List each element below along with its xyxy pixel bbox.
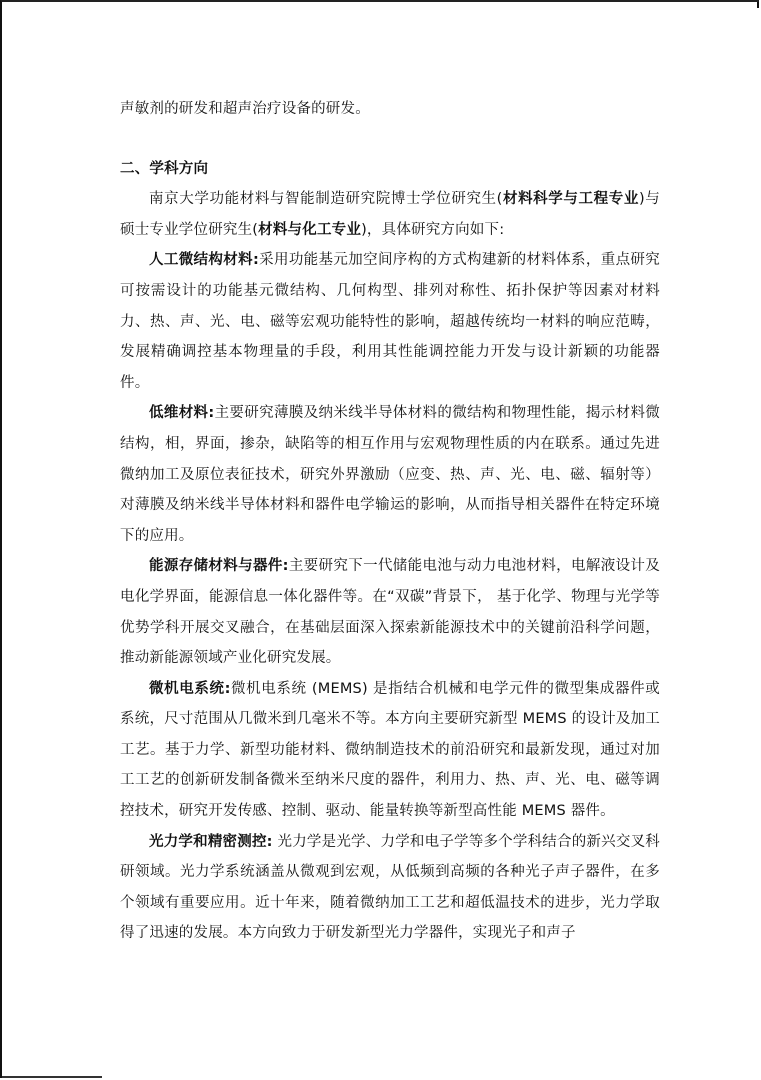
direction-paragraph bbox=[120, 827, 660, 949]
overview-text-3: )，具体研究方向如下: bbox=[361, 221, 505, 238]
direction-paragraph bbox=[120, 398, 660, 551]
direction-text: 主要研究薄膜及纳米线半导体材料的微结构和物理性能，揭示材料微结构，相，界面，掺杂，缺陷等的相互作用与宏观物理性质的内在联系。通过先进微纳加工及原位表征技术，研究外界激励（应变、热、声、光、电、磁、辐射等）对薄膜及纳米线半导体材料和器件电学输运的影响，从而指导相关器件在特定环境下的应用。 bbox=[120, 405, 660, 544]
direction-paragraph bbox=[120, 245, 660, 398]
overview-paragraph bbox=[120, 184, 660, 245]
direction-title: 微机电系统: bbox=[149, 680, 231, 697]
direction-text: 采用功能基元加空间序构的方式构建新的材料体系，重点研究可按需设计的功能基元微结构、几何构型、排列对称性、拓扑保护等因素对材料力、热、声、光、电、磁等宏观功能特性的影响，超越传统均一材料的响应范畴，发展精确调控基本物理量的手段，利用其性能调控能力开发与设计新颖的功能器件。 bbox=[120, 252, 660, 391]
page-corner-mark bbox=[757, 2, 759, 8]
direction-title: 光力学和精密测控: bbox=[149, 833, 273, 850]
direction-title: 低维材料: bbox=[149, 405, 215, 422]
intro-line: 声敏剂的研发和超声治疗设备的研发。 bbox=[120, 101, 370, 117]
overview-bold-1: 材料科学与工程专业 bbox=[502, 191, 639, 208]
section-heading: 二、学科方向 bbox=[120, 160, 209, 177]
direction-text: 微机电系统 (MEMS) 是指结合机械和电学元件的微型集成器件或系统，尺寸范围从几微米到几毫米不等。本方向主要研究新型 MEMS 的设计及加工工艺。基于力学、新型功能材料、微纳制造技术的前沿研究和最新发现，通过对加工工艺的创新研发制备微米至纳米尺度的器件，利用力、热、声、光、电、磁等调控技术，研究开发传感、控制、驱动、能量转换等新型高性能 MEMS 器件。 bbox=[120, 680, 660, 820]
overview-text-2: )与硕士专业学位研究生( bbox=[120, 191, 660, 238]
document-body bbox=[120, 94, 660, 949]
direction-text: 光力学是光学、力学和电子学等多个学科结合的新兴交叉科研领域。光力学系统涵盖从微观到宏观，从低频到高频的各种光子声子器件，在多个领域有重要应用。近十年来，随着微纳加工工艺和超低温技术的进步，光力学取得了迅速的发展。本方向致力于研发新型光力学器件，实现光子和声子 bbox=[120, 833, 660, 942]
page-bottom-mark bbox=[2, 1076, 102, 1078]
direction-paragraph bbox=[120, 674, 660, 827]
direction-title: 人工微结构材料: bbox=[149, 252, 259, 269]
overview-bold-2: 材料与化工专业 bbox=[258, 221, 362, 238]
direction-paragraph bbox=[120, 551, 660, 673]
direction-text: 主要研究下一代储能电池与动力电池材料，电解液设计及电化学界面，能源信息一体化器件等。在“双碳”背景下， 基于化学、物理与光学等优势学科开展交叉融合，在基础层面深入探索新能源技术中的关键前沿科学问题，推动新能源领域产业化研究发展。 bbox=[120, 558, 660, 667]
direction-title: 能源存储材料与器件: bbox=[149, 558, 289, 575]
overview-text-1: 南京大学功能材料与智能制造研究院博士学位研究生( bbox=[149, 191, 503, 208]
